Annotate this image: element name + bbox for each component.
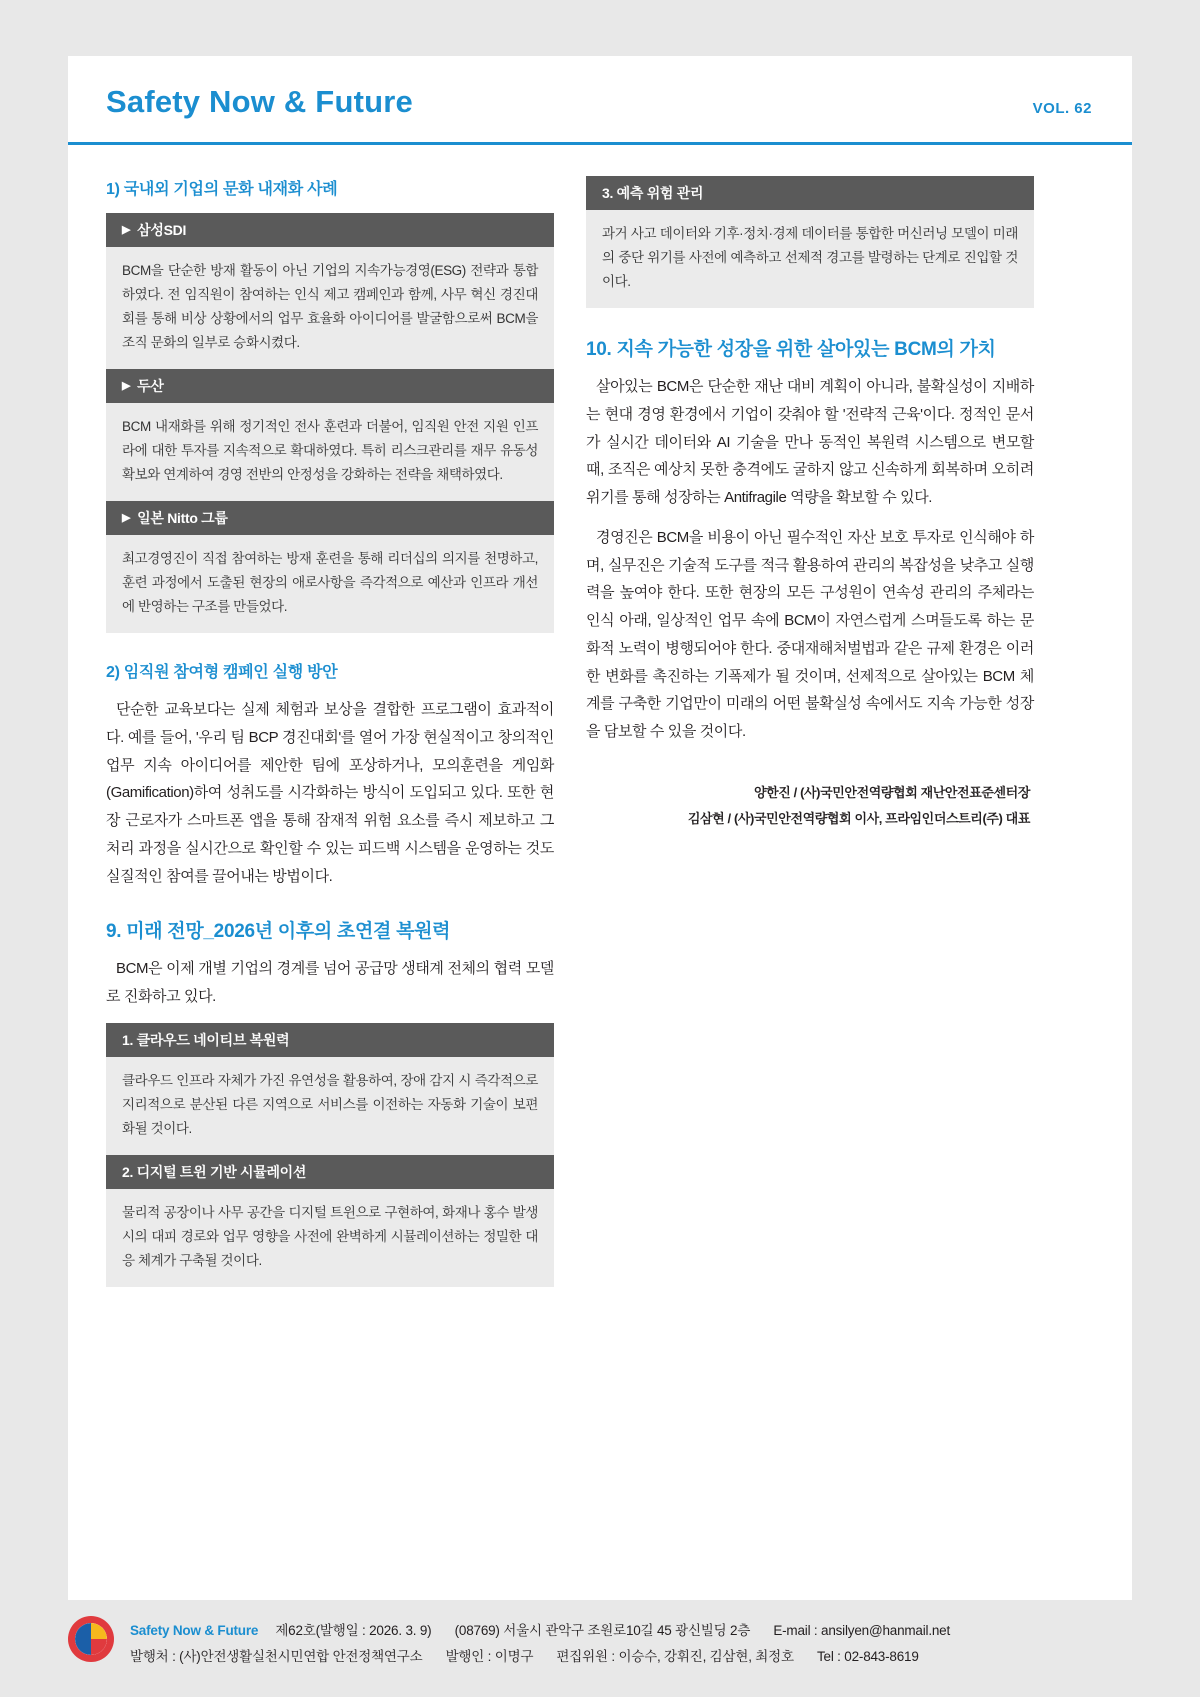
- triangle-icon: ▶: [122, 223, 131, 236]
- future-box-header: [586, 176, 1034, 210]
- future-box-body: 과거 사고 데이터와 기후·정치·경제 데이터를 통합한 머신러닝 모델이 미래의 중단 위기를 사전에 예측하고 선제적 경고를 발령하는 단계로 진입할 것이다.: [586, 210, 1034, 308]
- section-10-paragraph-2: 경영진은 BCM을 비용이 아닌 필수적인 자산 보호 투자로 인식해야 하며, 실무진은 기술적 도구를 적극 활용하여 관리의 복잡성을 낮추고 실행력을 높여야 한다. 또한 현장의 모든 구성원이 연속성 관리의 주체라는 인식 아래, 일상적인 업무 속에 BCM이 자연스럽게 스며들도록 하는 문화적 노력이 병행되어야 한다. 중대재해처벌법과 같은 규제 환경은 이러한 변화를 촉진하는 기폭제가 될 것이며, 선제적으로 살아있는 BCM 체계를 구축한 기업만이 미래의 어떤 불확실성 속에서도 지속 가능한 성장을 담보할 수 있을 것이다.: [586, 528, 1034, 741]
- footer-tel: Tel : 02-843-8619: [816, 1649, 919, 1665]
- author-line-1: 양한진 / (사)국민안전역량협회 재난안전표준센터장: [753, 784, 1030, 800]
- page-title: Safety Now & Future: [106, 84, 413, 119]
- footer-line-2: [130, 1644, 950, 1670]
- organization-logo-icon: [68, 1616, 114, 1662]
- triangle-icon: ▶: [122, 511, 131, 524]
- left-column: [106, 176, 554, 1287]
- future-box-cloud: [106, 1023, 554, 1155]
- footer-editors: 편집위원 : 이승수, 강휘진, 김삼현, 최정호: [556, 1649, 794, 1665]
- case-box-title: 두산: [137, 378, 164, 395]
- footer-publisher-name: 발행인 : 이명구: [445, 1649, 534, 1665]
- future-box-title: 1. 클라우드 네이티브 복원력: [122, 1031, 290, 1048]
- footer-brand: Safety Now & Future: [130, 1623, 259, 1638]
- future-box-title: 2. 디지털 트윈 기반 시뮬레이션: [122, 1163, 307, 1180]
- case-box-header: [106, 369, 554, 403]
- future-box-body: 물리적 공장이나 사무 공간을 디지털 트윈으로 구현하여, 화재나 홍수 발생 시의 대피 경로와 업무 영향을 사전에 완벽하게 시뮬레이션하는 정밀한 대응 체계가 구축될 것이다.: [106, 1189, 554, 1287]
- case-box-header: [106, 501, 554, 535]
- footer-issue: 제62호(발행일 : 2026. 3. 9): [275, 1623, 432, 1638]
- section-10-paragraph-1: 살아있는 BCM은 단순한 재난 대비 계획이 아니라, 불확실성이 지배하는 현대 경영 환경에서 기업이 갖춰야 할 '전략적 근육'이다. 정적인 문서가 실시간 데이터와 AI 기술을 만나 동적인 복원력 시스템으로 변모할 때, 조직은 예상치 못한 충격에도 굴하지 않고 신속하게 회복하며 오히려 위기를 통해 성장하는 Antifragile 역량을 확보할 수 있다.: [586, 378, 1034, 507]
- author-signature: [586, 780, 1034, 832]
- footer-address: (08769) 서울시 관악구 조원로10길 45 광신빌딩 2층: [454, 1623, 751, 1638]
- footer-line-1: [130, 1618, 950, 1644]
- author-line-2: 김삼현 / (사)국민안전역량협회 이사, 프라임인더스트리(주) 대표: [687, 810, 1030, 826]
- section-title-2: 2) 임직원 참여형 캠페인 실행 방안: [106, 664, 338, 682]
- section-title-1: 1) 국내외 기업의 문화 내재화 사례: [106, 181, 338, 198]
- right-column: [586, 176, 1034, 1287]
- case-box-header: [106, 213, 554, 247]
- future-box-body: 클라우드 인프라 자체가 가진 유연성을 활용하여, 장애 감지 시 즉각적으로 지리적으로 분산된 다른 지역으로 서비스를 이전하는 자동화 기술이 보편화될 것이다.: [106, 1057, 554, 1155]
- volume-label: VOL. 62: [1032, 100, 1092, 117]
- future-box-header: [106, 1155, 554, 1189]
- footer-publisher: 발행처 : (사)안전생활실천시민연합 안전정책연구소: [130, 1649, 423, 1665]
- case-box-body: 최고경영진이 직접 참여하는 방재 훈련을 통해 리더십의 의지를 천명하고, 훈련 과정에서 도출된 현장의 애로사항을 즉각적으로 예산과 인프라 개선에 반영하는 구조를 만들었다.: [106, 535, 554, 633]
- section-9-paragraph: BCM은 이제 개별 기업의 경계를 넘어 공급망 생태계 전체의 협력 모델로 진화하고 있다.: [106, 960, 554, 1006]
- header-divider: [68, 142, 1132, 145]
- section-title-10: 10. 지속 가능한 성장을 위한 살아있는 BCM의 가치: [586, 339, 996, 361]
- footer: [0, 1600, 1200, 1697]
- case-box-title: 삼성SDI: [137, 222, 187, 238]
- section-2-paragraph: 단순한 교육보다는 실제 체험과 보상을 결합한 프로그램이 효과적이다. 예를 들어, '우리 팀 BCP 경진대회'를 열어 가장 현실적이고 창의적인 업무 지속 아이디어를 제안한 팀에 포상하거나, 모의훈련을 게임화(Gamification)하여 성취도를 시각화하는 방식이 도입되고 있다. 또한 현장 근로자가 스마트폰 앱을 통해 잠재적 위험 요소를 즉시 제보하고 그 처리 과정을 실시간으로 확인할 수 있는 피드백 시스템을 운영하는 것도 실질적인 참여를 끌어내는 방법이다.: [106, 701, 554, 885]
- case-box-doosan: [106, 369, 554, 501]
- case-box-title: 일본 Nitto 그룹: [137, 510, 228, 527]
- masthead: [68, 56, 1132, 144]
- newsletter-page: [68, 56, 1132, 1641]
- triangle-icon: ▶: [122, 379, 131, 392]
- footer-email: E-mail : ansilyen@hanmail.net: [773, 1623, 951, 1638]
- case-box-samsungsdi: [106, 213, 554, 369]
- case-box-body: BCM 내재화를 위해 정기적인 전사 훈련과 더불어, 임직원 안전 지원 인프라에 대한 투자를 지속적으로 확대하였다. 특히 리스크관리를 재무 유동성 확보와 연계하여 경영 전반의 안정성을 강화하는 전략을 채택하였다.: [106, 403, 554, 501]
- future-box-predictive-risk: [586, 176, 1034, 308]
- case-box-nitto: [106, 501, 554, 633]
- section-title-9: 9. 미래 전망_2026년 이후의 초연결 복원력: [106, 921, 451, 943]
- content-columns: [68, 176, 1132, 1287]
- case-box-body: BCM을 단순한 방재 활동이 아닌 기업의 지속가능경영(ESG) 전략과 통합하였다. 전 임직원이 참여하는 인식 제고 캠페인과 함께, 사무 혁신 경진대회를 통해 비상 상황에서의 업무 효율화 아이디어를 발굴함으로써 BCM을 조직 문화의 일부로 승화시켰다.: [106, 247, 554, 369]
- future-box-header: [106, 1023, 554, 1057]
- future-box-title: 3. 예측 위험 관리: [602, 185, 704, 201]
- future-box-digital-twin: [106, 1155, 554, 1287]
- footer-text: [130, 1618, 950, 1671]
